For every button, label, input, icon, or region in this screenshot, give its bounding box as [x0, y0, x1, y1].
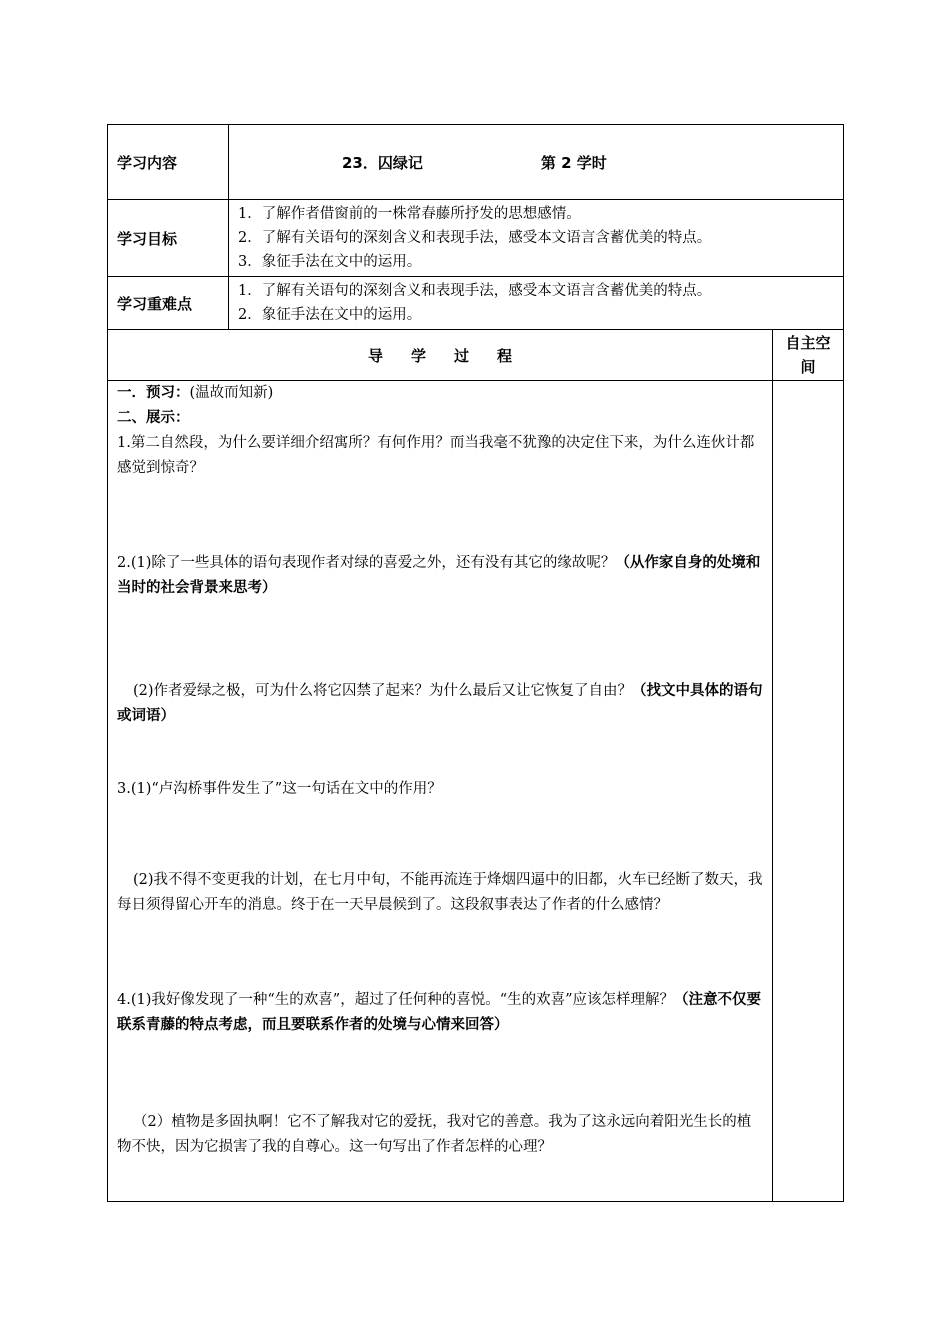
key-point-item: 2．象征手法在文中的运用。: [238, 307, 422, 323]
question-3-1: 3.(1)“卢沟桥事件发生了”这一句话在文中的作用？: [117, 781, 442, 797]
process-heading-text: 导学过程: [367, 346, 540, 365]
preview-note: (温故而知新): [189, 385, 274, 401]
answer-space: [117, 918, 764, 988]
question-4-1-text: 4.(1)我好像发现了一种“生的欢喜”，超过了任何种的喜悦。“生的欢喜”应该怎样理解？: [117, 992, 675, 1008]
answer-space: [117, 1038, 764, 1110]
question-4-1: [117, 988, 764, 1038]
goals-label: 学习目标: [108, 200, 229, 277]
question-1: 1.第二自然段，为什么要详细介绍寓所？有何作用？而当我毫不犹豫的决定住下来，为什么连伙计都感觉到惊奇？: [117, 435, 755, 476]
answer-space: [117, 481, 764, 551]
self-space-heading-line1: 自主空: [785, 334, 831, 352]
question-2-2-hint: （找文中具体的语句或词语）: [117, 683, 763, 724]
lesson-title: 23．囚绿记: [342, 153, 423, 172]
question-4-2: （2）植物是多固执啊！它不了解我对它的爱抚，我对它的善意。我为了这永远向着阳光生长的植物不快，因为它损害了我的自尊心。这一句写出了作者怎样的心理？: [117, 1114, 752, 1155]
study-guide-table: [107, 124, 844, 1202]
preview-line: [117, 381, 764, 406]
process-content: [108, 381, 773, 1202]
question-2-2-text: (2)作者爱绿之极，可为什么将它囚禁了起来？为什么最后又让它恢复了自由？: [133, 683, 633, 699]
self-space-heading-line2: 间: [800, 358, 816, 376]
row-goals: [108, 200, 844, 277]
lesson-period: 第 2 学时: [540, 153, 607, 172]
row-process-content: [108, 381, 844, 1202]
row-key-points: [108, 277, 844, 330]
key-points-label: 学习重难点: [108, 277, 229, 330]
question-2-2: [117, 679, 764, 729]
goal-item: 2．了解有关语句的深刻含义和表现手法，感受本文语言含蓄优美的特点。: [238, 230, 712, 246]
lesson-title-cell: [229, 125, 844, 200]
goals-list: [229, 200, 844, 277]
row-process-heading: [108, 330, 844, 381]
answer-space: [117, 601, 764, 679]
goal-item: 3．象征手法在文中的运用。: [238, 254, 422, 270]
question-2-1-hint: （从作家自身的处境和当时的社会背景来思考）: [117, 555, 761, 596]
question-4-1-hint: （注意不仅要联系青藤的特点考虑，而且要联系作者的处境与心情来回答）: [117, 992, 762, 1033]
answer-space: [117, 802, 764, 868]
question-2-1-text: 2.(1)除了一些具体的语句表现作者对绿的喜爱之外，还有没有其它的缘故呢？: [117, 555, 616, 571]
study-content-label: 学习内容: [108, 125, 229, 200]
goal-item: 1．了解作者借窗前的一株常春藤所抒发的思想感情。: [238, 206, 581, 222]
answer-space: [117, 729, 764, 777]
key-points-list: [229, 277, 844, 330]
self-space-heading: [773, 330, 844, 381]
preview-label: 一．预习：: [117, 385, 190, 401]
key-point-item: 1．了解有关语句的深刻含义和表现手法，感受本文语言含蓄优美的特点。: [238, 283, 712, 299]
row-study-content: [108, 125, 844, 200]
process-heading: [108, 330, 773, 381]
question-2-1: [117, 551, 764, 601]
self-space-column: [773, 381, 844, 1202]
show-label: 二、展示：: [117, 410, 190, 426]
question-3-2: (2)我不得不变更我的计划，在七月中旬，不能再流连于烽烟四逼中的旧都，火车已经断了数天，我每日须得留心开车的消息。终于在一天早晨候到了。这段叙事表达了作者的什么感情？: [117, 872, 763, 913]
